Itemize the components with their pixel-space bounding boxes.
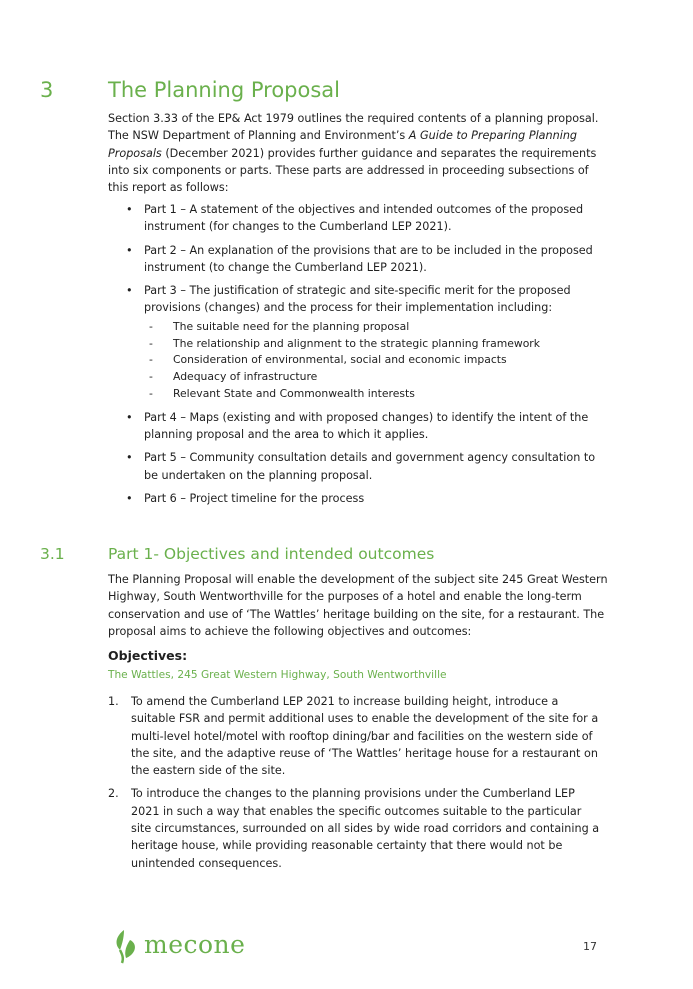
- section-title: The Planning Proposal: [108, 78, 341, 102]
- section-heading: [40, 76, 660, 104]
- list-item: • Part 4 – Maps (existing and with proposed changes) to identify the intent of the planning proposal and the area to which it applies.: [126, 410, 589, 442]
- guide-title: A Guide to Preparing Planning Proposals: [108, 129, 578, 160]
- sub-list-item: - The relationship and alignment to the strategic planning framework: [144, 336, 610, 353]
- page-number: 17: [583, 940, 597, 953]
- list-item: 1. To amend the Cumberland LEP 2021 to increase building height, introduce a suitable FSR and permit additional uses to enable the development of the site for a multi-level hotel/motel with rooftop dining/bar and facilities on the western side of the site, and the adaptive reuse of ‘The Wattles’ heritage house for a restaurant on the eastern side of the site.: [108, 695, 599, 778]
- logo-text: mecone: [144, 930, 246, 959]
- dash-icon: -: [149, 386, 153, 400]
- sub-list-item: - Adequacy of infrastructure: [144, 369, 610, 386]
- mecone-logo: [110, 928, 250, 964]
- sub-list-item: - The suitable need for the planning proposal: [144, 319, 610, 336]
- site-heading: The Wattles, 245 Great Western Highway, South Wentworthville: [108, 669, 447, 681]
- list-item: • Part 2 – An explanation of the provisions that are to be included in the proposed instrument (to change the Cumberland LEP 2021).: [126, 243, 593, 274]
- dash-icon: -: [149, 336, 153, 350]
- subsection-title: Part 1- Objectives and intended outcomes: [108, 545, 435, 563]
- subsection-number: 3.1: [40, 545, 65, 563]
- bullet-icon: •: [126, 491, 133, 505]
- section-intro: [108, 110, 608, 196]
- bullet-icon: •: [126, 243, 133, 257]
- leaf-icon: [110, 928, 140, 964]
- part3-sublist: [144, 319, 610, 403]
- bullet-icon: •: [126, 451, 133, 465]
- list-item: • Part 3 – The justification of strategic and site-specific merit for the proposed provisions (changes) and the process for their implementation including: - The suitable need for the planning proposal - The relationship and alignment to the strategic planning framework - Consideration of environmental, social and economic impacts - Adequacy of infrastructure - Relevant State and Commonwealth interests: [126, 282, 610, 403]
- dash-icon: -: [149, 370, 153, 384]
- list-item: • Part 6 – Project timeline for the process: [126, 490, 610, 507]
- bullet-icon: •: [126, 284, 133, 298]
- bullet-icon: •: [126, 410, 133, 424]
- objectives-list: [108, 693, 602, 878]
- objectives-heading: Objectives:: [108, 648, 188, 663]
- parts-list: [126, 201, 610, 513]
- list-item: • Part 5 – Community consultation details and government agency consultation to be undertaken on the planning proposal.: [126, 451, 596, 482]
- subsection-intro: The Planning Proposal will enable the development of the subject site 245 Great Western Highway, South Wentworthville for the purposes of a hotel and enable the long-term conservation and use of ‘The Wattles’ heritage building on the site, for a restaurant. The proposal aims to achieve the following objectives and outcomes:: [108, 573, 608, 638]
- list-item: • Part 1 – A statement of the objectives and intended outcomes of the proposed instrument (for changes to the Cumberland LEP 2021).: [126, 203, 584, 234]
- subsection-heading: [40, 544, 660, 564]
- dash-icon: -: [149, 353, 153, 367]
- sub-list-item: - Relevant State and Commonwealth interests: [144, 386, 610, 403]
- list-item: 2. To introduce the changes to the planning provisions under the Cumberland LEP 2021 in such a way that enables the specific outcomes suitable to the particular site circumstances, surrounded on all sides by wide road corridors and containing a heritage house, while providing reasonable certainty that there would not be unintended consequences.: [108, 787, 600, 870]
- intro-text-2: (December 2021) provides further guidance and separates the requirements into six components or parts. These parts are addressed in proceeding subsections of this report as follows:: [108, 146, 597, 195]
- section-number: 3: [40, 78, 54, 102]
- bullet-icon: •: [126, 203, 133, 216]
- intro-text-1: Section 3.33 of the EP& Act 1979 outlines the required contents of a planning proposal. The NSW Department of Planning and Environment’s: [108, 112, 599, 143]
- dash-icon: -: [149, 319, 153, 333]
- sub-list-item: - Consideration of environmental, social and economic impacts: [144, 352, 610, 369]
